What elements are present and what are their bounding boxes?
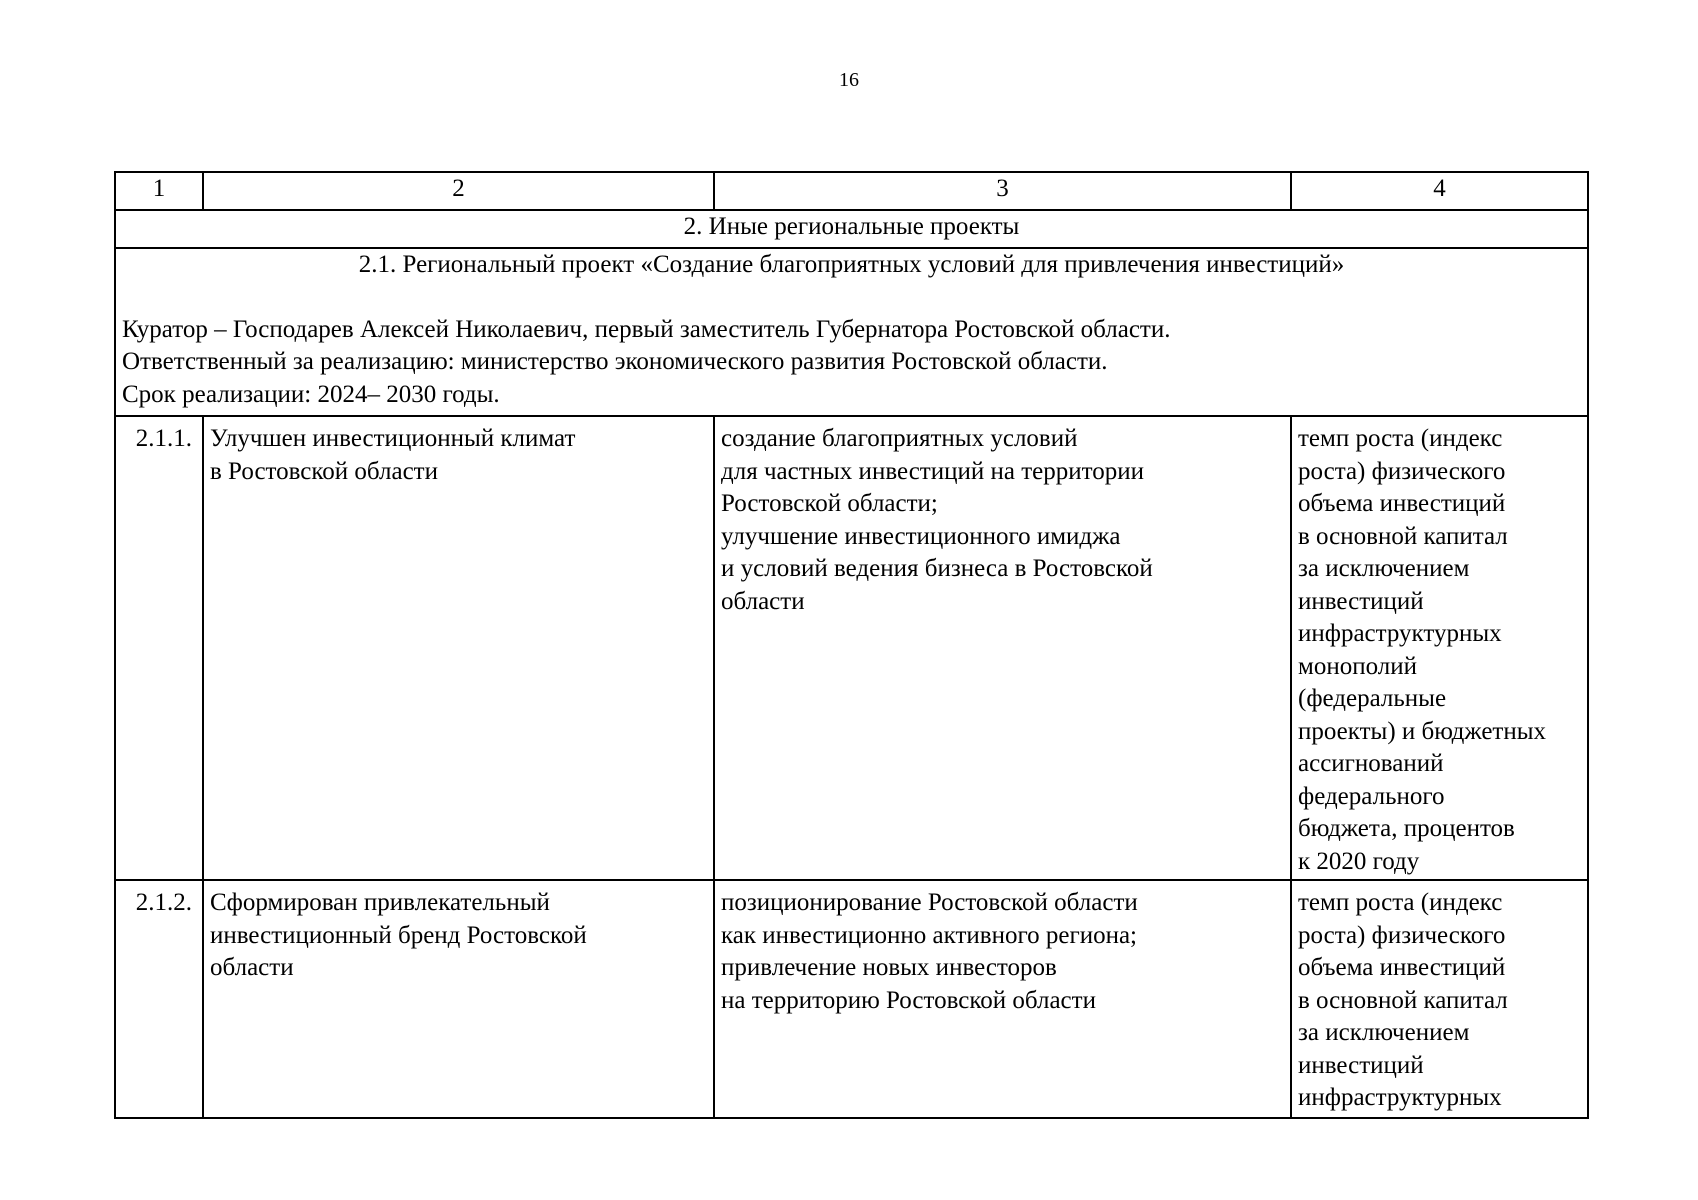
indicator-line: в основной капитал xyxy=(1298,986,1508,1014)
indicator-cell xyxy=(1291,416,1588,880)
description-line: области xyxy=(721,587,805,615)
description-line: на территорию Ростовской области xyxy=(721,986,1096,1014)
page-number: 16 xyxy=(839,69,859,91)
table-row xyxy=(115,880,1588,1118)
column-number-row xyxy=(115,172,1588,210)
column-number-4: 4 xyxy=(1291,172,1588,210)
indicator-line: роста) физического xyxy=(1298,457,1506,485)
indicator-line: объема инвестиций xyxy=(1298,490,1506,517)
column-number-1: 1 xyxy=(115,172,203,210)
row-number: 2.1.2. xyxy=(115,880,203,1118)
project-responsible: Ответственный за реализацию: министерство экономического развития Ростовской области. xyxy=(122,348,1108,375)
indicator-line: за исключением xyxy=(1298,555,1470,582)
description-line: Ростовской области; xyxy=(721,490,938,517)
project-cell xyxy=(115,248,1588,416)
task-cell xyxy=(203,880,714,1118)
section-title: 2. Иные региональные проекты xyxy=(115,210,1588,248)
indicator-line: проекты) и бюджетных xyxy=(1298,717,1547,745)
task-cell xyxy=(203,416,714,880)
indicator-line: в основной капитал xyxy=(1298,522,1508,550)
description-line: привлечение новых инвесторов xyxy=(721,954,1057,981)
project-curator: Куратор – Господарев Алексей Николаевич, первый заместитель Губернатора Ростовской области. xyxy=(122,315,1171,343)
indicator-line: темп роста (индекс xyxy=(1298,889,1503,916)
indicator-line: темп роста (индекс xyxy=(1298,425,1503,452)
task-line: Улучшен инвестиционный климат xyxy=(210,425,576,452)
task-line: в Ростовской области xyxy=(210,457,438,485)
indicator-line: роста) физического xyxy=(1298,921,1506,949)
project-period: Срок реализации: 2024– 2030 годы. xyxy=(122,380,500,408)
indicator-line: инфраструктурных xyxy=(1298,620,1502,647)
project-table xyxy=(114,171,1589,1119)
section-row xyxy=(115,210,1588,248)
indicator-line: инвестиций xyxy=(1298,1051,1424,1079)
indicator-line: монополий xyxy=(1298,652,1417,680)
project-row xyxy=(115,248,1588,416)
indicator-line: инвестиций xyxy=(1298,587,1424,615)
indicator-line: к 2020 году xyxy=(1298,847,1420,875)
row-number: 2.1.1. xyxy=(115,416,203,880)
table-row xyxy=(115,416,1588,880)
description-line: улучшение инвестиционного имиджа xyxy=(721,522,1121,550)
indicator-cell xyxy=(1291,880,1588,1118)
task-line: области xyxy=(210,954,294,981)
indicator-line: объема инвестиций xyxy=(1298,954,1506,981)
description-cell xyxy=(714,416,1291,880)
indicator-line: инфраструктурных xyxy=(1298,1084,1502,1111)
indicator-line: федерального xyxy=(1298,782,1445,810)
task-line: Сформирован привлекательный xyxy=(210,889,550,916)
description-line: и условий ведения бизнеса в Ростовской xyxy=(721,555,1153,582)
task-line: инвестиционный бренд Ростовской xyxy=(210,921,587,949)
column-number-3: 3 xyxy=(714,172,1291,210)
project-title: 2.1. Региональный проект «Создание благоприятных условий для привлечения инвестиций» xyxy=(358,251,1345,278)
project-info xyxy=(122,314,1581,412)
description-cell xyxy=(714,880,1291,1118)
indicator-line: (федеральные xyxy=(1298,685,1447,712)
column-number-2: 2 xyxy=(203,172,714,210)
indicator-line: бюджета, процентов xyxy=(1298,815,1515,842)
description-line: позиционирование Ростовской области xyxy=(721,889,1138,916)
description-line: как инвестиционно активного региона; xyxy=(721,921,1137,949)
indicator-line: за исключением xyxy=(1298,1019,1470,1046)
description-line: создание благоприятных условий xyxy=(721,425,1078,452)
indicator-line: ассигнований xyxy=(1298,750,1444,777)
description-line: для частных инвестиций на территории xyxy=(721,457,1144,485)
